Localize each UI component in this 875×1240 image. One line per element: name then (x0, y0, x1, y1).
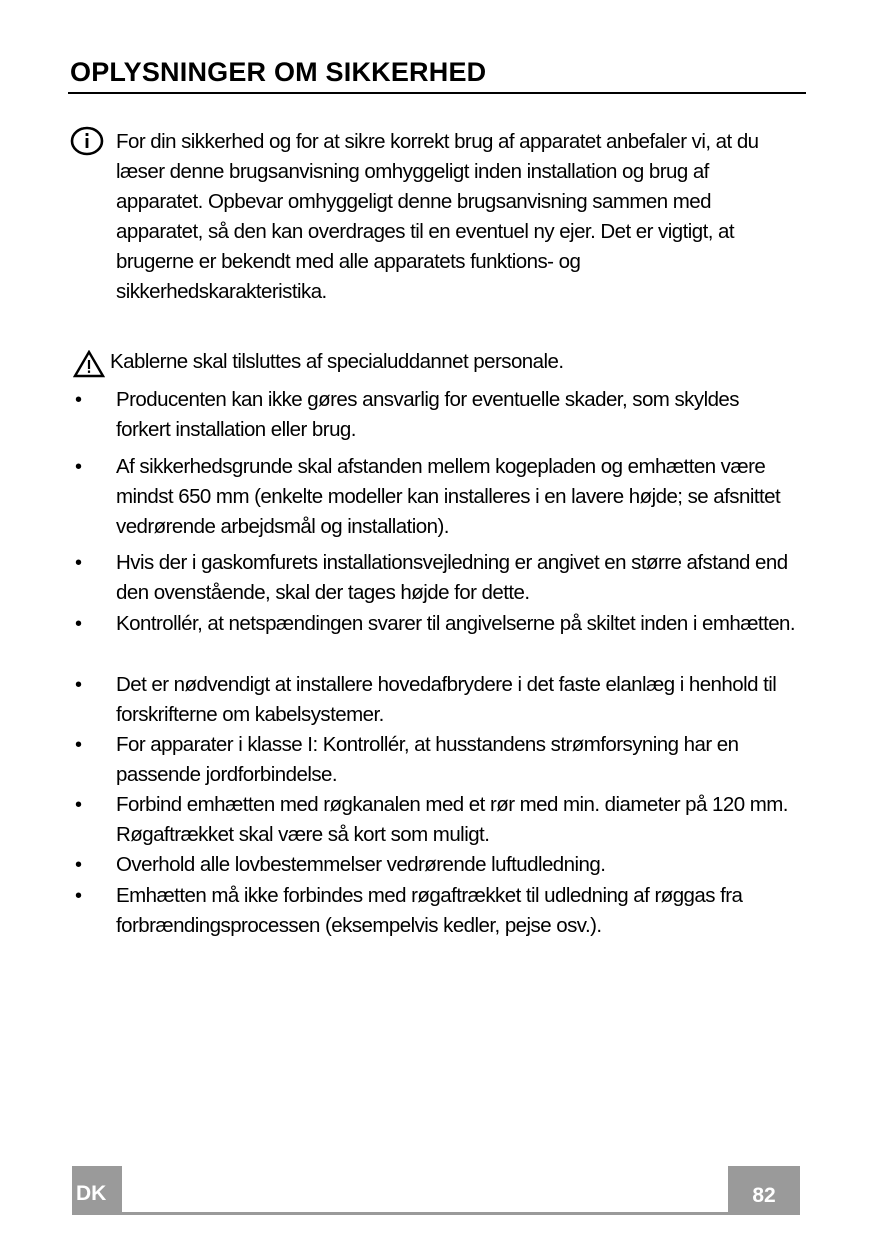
list-item-text: Det er nødvendigt at installere hovedafbrydere i det faste elanlæg i henhold til forskrifterne om kabelsystemer. (116, 673, 777, 726)
list-item-text: Hvis der i gaskomfurets installationsvejledning er angivet en større afstand end den ovenstående, skal der tages højde for dette. (116, 551, 788, 604)
bullet-symbol: • (75, 674, 83, 696)
language-badge: DK (72, 1166, 122, 1214)
list-item-text: Producenten kan ikke gøres ansvarlig for eventuelle skader, som skyldes forkert installation eller brug. (116, 388, 739, 441)
info-paragraph: For din sikkerhed og for at sikre korrekt brug af apparatet anbefaler vi, at du læser denne brugsanvisning omhyggeligt inden installation og brug af apparatet. Opbevar omhyggeligt denne brugsanvisning sammen med apparatet, så den kan overdrages til en eventuel ny ejer. Det er vigtigt, at brugerne er bekendt med alle apparatets funktions- og sikkerhedskarakteristika. (116, 130, 759, 303)
list-item-text: Forbind emhætten med røgkanalen med et rør med min. diameter på 120 mm. Røgaftrækket skal være så kort som muligt. (116, 793, 788, 846)
list-item-text: Kontrollér, at netspændingen svarer til angivelserne på skiltet inden i emhætten. (116, 612, 796, 635)
page-title: OPLYSNINGER OM SIKKERHED (70, 57, 487, 87)
bullet-symbol: • (75, 456, 83, 478)
title-divider (68, 92, 806, 94)
page-number: 82 (728, 1166, 800, 1214)
footer-divider (72, 1212, 800, 1215)
warning-text: Kablerne skal tilsluttes af specialuddannet personale. (110, 350, 564, 373)
info-circle-icon (70, 126, 104, 156)
bullet-symbol: • (75, 552, 83, 574)
bullet-symbol: • (75, 734, 83, 756)
bullet-symbol: • (75, 613, 83, 635)
list-item-text: Emhætten må ikke forbindes med røgaftrækket til udledning af røggas fra forbrændingsprocessen (eksempelvis kedler, pejse osv.). (116, 884, 743, 937)
warning-triangle-icon (73, 350, 105, 378)
list-item-text: Af sikkerhedsgrunde skal afstanden mellem kogepladen og emhætten være mindst 650 mm (enkelte modeller kan installeres i en lavere højde; se afsnittet vedrørende arbejdsmål og installation). (116, 455, 781, 538)
bullet-symbol: • (75, 794, 83, 816)
list-item-text: For apparater i klasse I: Kontrollér, at husstandens strømforsyning har en passende jordforbindelse. (116, 733, 739, 786)
list-item-text: Overhold alle lovbestemmelser vedrørende luftudledning. (116, 853, 606, 876)
bullet-symbol: • (75, 854, 83, 876)
bullet-symbol: • (75, 885, 83, 907)
bullet-symbol: • (75, 389, 83, 411)
